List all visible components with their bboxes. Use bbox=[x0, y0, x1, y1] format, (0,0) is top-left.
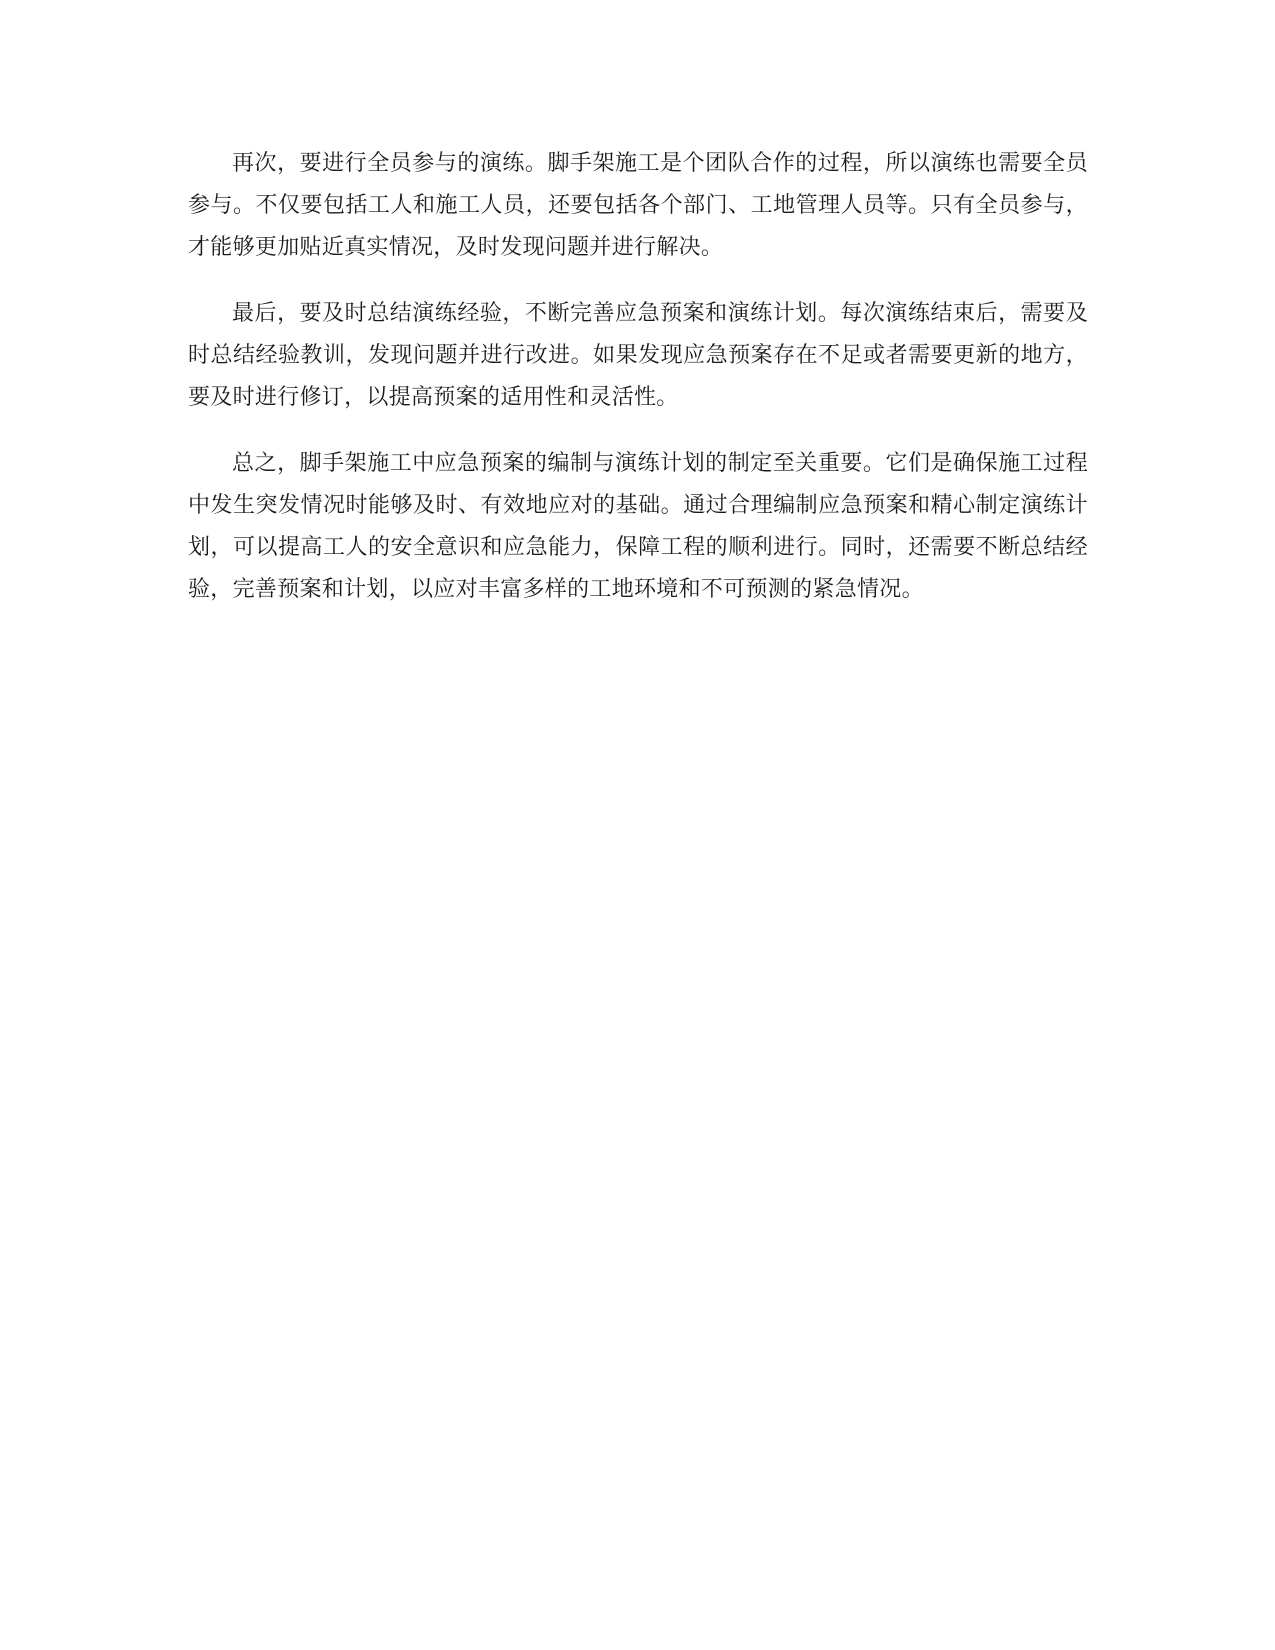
paragraph-summarize-experience: 最后，要及时总结演练经验，不断完善应急预案和演练计划。每次演练结束后，需要及时总结经验教训，发现问题并进行改进。如果发现应急预案存在不足或者需要更新的地方，要及时进行修订，以提高预案的适用性和灵活性。 bbox=[188, 301, 1088, 410]
paragraph-full-participation-drill: 再次，要进行全员参与的演练。脚手架施工是个团队合作的过程，所以演练也需要全员参与。不仅要包括工人和施工人员，还要包括各个部门、工地管理人员等。只有全员参与，才能够更加贴近真实情况，及时发现问题并进行解决。 bbox=[188, 151, 1088, 260]
document-body bbox=[188, 143, 1088, 635]
paragraph-conclusion: 总之，脚手架施工中应急预案的编制与演练计划的制定至关重要。它们是确保施工过程中发生突发情况时能够及时、有效地应对的基础。通过合理编制应急预案和精心制定演练计划，可以提高工人的安全意识和应急能力，保障工程的顺利进行。同时，还需要不断总结经验，完善预案和计划，以应对丰富多样的工地环境和不可预测的紧急情况。 bbox=[188, 451, 1088, 602]
